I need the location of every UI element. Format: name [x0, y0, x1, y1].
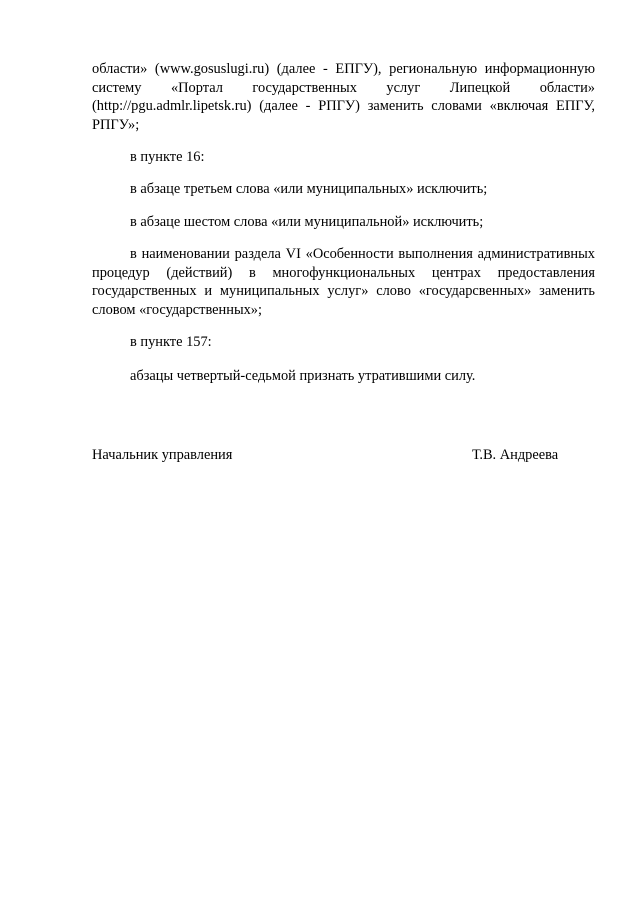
- paragraph-third-abzac: в абзаце третьем слова «или муниципальных» исключить;: [130, 181, 488, 197]
- paragraph-sixth-abzac: в абзаце шестом слова «или муниципальной» исключить;: [130, 214, 484, 230]
- paragraph-section-vi: в наименовании раздела VI «Особенности выполнения административных процедур (действий) в многофункциональных центрах предоставления государственных и муниципальных услуг» слово «государсвенных» заменить словом «государственных»;: [92, 246, 595, 318]
- paragraph-item-157: в пункте 157:: [130, 334, 212, 350]
- paragraph-abzacy-void: абзацы четвертый-седьмой признать утратившими силу.: [130, 368, 476, 384]
- paragraph-continuation: области» (www.gosuslugi.ru) (далее - ЕПГУ), региональную информационную систему «Портал государственных услуг Липецкой области» (http://pgu.admlr.lipetsk.ru) (далее - РПГУ) заменить словами «включая ЕПГУ, РПГУ»;: [92, 61, 595, 133]
- signature-name: Т.В. Андреева: [472, 447, 559, 463]
- paragraph-item-16: в пункте 16:: [130, 149, 205, 165]
- signature-title: Начальник управления: [92, 447, 233, 463]
